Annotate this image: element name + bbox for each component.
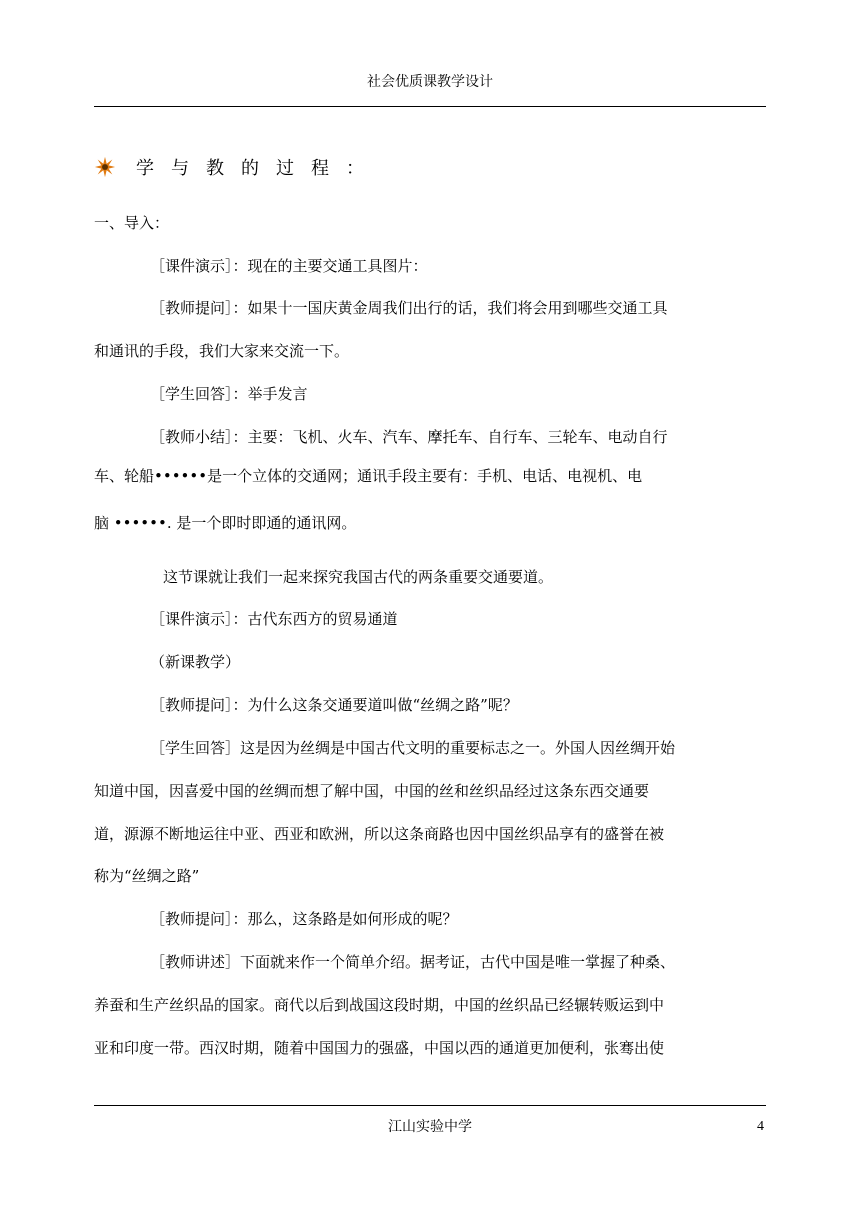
text-line: 养蚕和生产丝织品的国家。商代以后到战国这段时期，中国的丝织品已经辗转贩运到中 — [94, 996, 665, 1014]
header-rule — [94, 106, 766, 107]
star-bullet-icon — [94, 156, 116, 178]
text-line: ［课件演示］：现在的主要交通工具图片： — [150, 257, 428, 275]
text-line: 道，源源不断地运往中亚、西亚和欧洲，所以这条商路也因中国丝织品享有的盛誉在被 — [94, 825, 665, 843]
text-line: ［学生回答］：举手发言 — [150, 385, 308, 403]
text-line: ［课件演示］：古代东西方的贸易通道 — [150, 610, 398, 628]
text-line: 脑 ••••••. 是一个即时即通的通讯网。 — [94, 514, 357, 532]
text-line: ［教师提问］：如果十一国庆黄金周我们出行的话，我们将会用到哪些交通工具 — [150, 299, 668, 317]
section-title: 学与教的过程： — [136, 158, 381, 179]
text-line: 知道中国，因喜爱中国的丝绸而想了解中国，中国的丝和丝织品经过这条东西交通要 — [94, 782, 650, 800]
page-number: 4 — [757, 1119, 764, 1134]
text-line: 和通讯的手段，我们大家来交流一下。 — [94, 342, 350, 360]
section-heading — [94, 152, 381, 182]
text-line: 亚和印度一带。西汉时期，随着中国国力的强盛，中国以西的通道更加便利，张骞出使 — [94, 1039, 665, 1057]
text-line: （新课教学） — [150, 653, 241, 671]
text-line: ［教师小结］：主要：飞机、火车、汽车、摩托车、自行车、三轮车、电动自行 — [150, 428, 668, 446]
page-header: 社会优质课教学设计 — [367, 74, 493, 90]
text-line: ［教师提问］：为什么这条交通要道叫做“丝绸之路”呢？ — [150, 696, 518, 714]
footer-school: 江山实验中学 — [388, 1119, 472, 1135]
text-line: ［学生回答］这是因为丝绸是中国古代文明的重要标志之一。外国人因丝绸开始 — [150, 739, 676, 757]
text-line: 这节课就让我们一起来探究我国古代的两条重要交通要道。 — [163, 568, 554, 586]
text-line: ［教师讲述］下面就来作一个简单介绍。据考证，古代中国是唯一掌握了种桑、 — [150, 953, 676, 971]
text-line: 车、轮船••••••是一个立体的交通网；通讯手段主要有：手机、电话、电视机、电 — [94, 467, 643, 485]
text-line: ［教师提问］：那么，这条路是如何形成的呢？ — [150, 910, 458, 928]
text-line: 称为“丝绸之路” — [94, 867, 200, 885]
text-line: 一、导入： — [94, 214, 170, 232]
footer-rule — [94, 1105, 766, 1106]
